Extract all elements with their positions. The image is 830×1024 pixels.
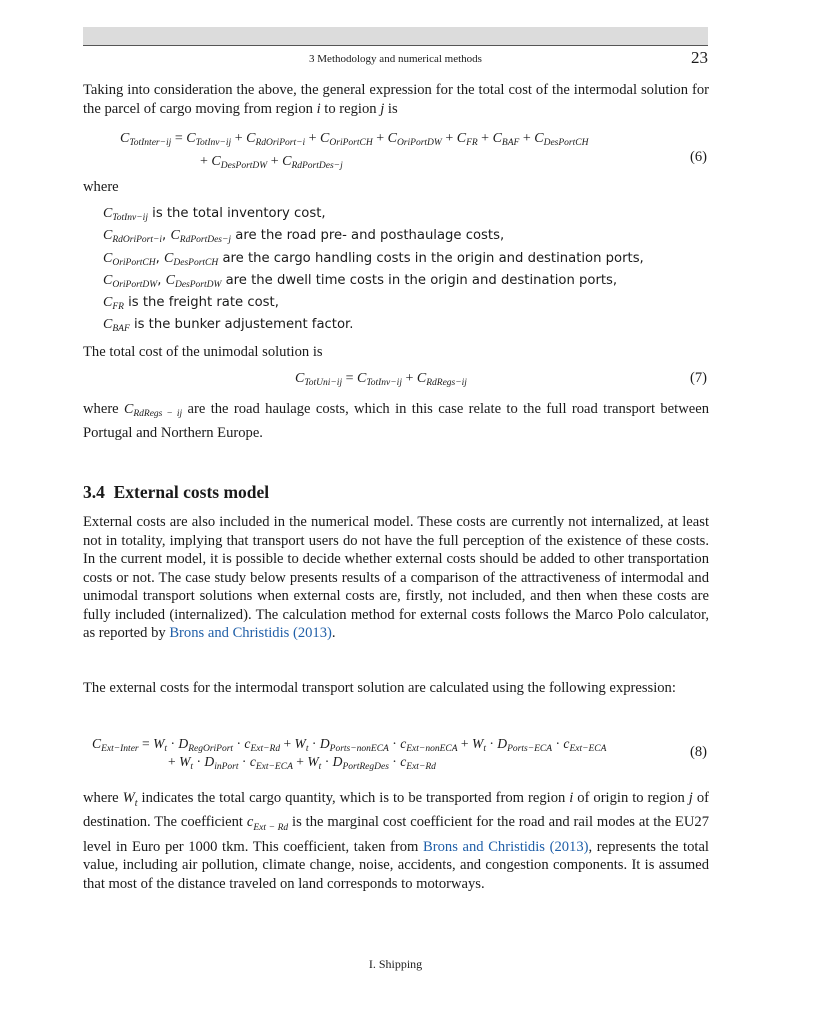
definition-item: $C_{OriPortDW}$, $C_{DesPortDW}$ are the dwell time costs in the origin and destination ports, (103, 272, 618, 290)
citation-link[interactable]: Brons and Christidis (2013) (169, 625, 332, 641)
definition-item: $C_{TotInv-ij}$ is the total inventory cost, (103, 206, 326, 223)
footer: I. Shipping (368, 957, 423, 971)
equation-6-line1: $C_{TotInter-ij} = C_{TotInv-ij} + C_{RdOriPort-i} + C_{OriPortCH} + C_{OriPortDW} + C_{FR} + C_{BAF} + C_{DesPortCH}$ (120, 131, 589, 148)
road-haulage-paragraph: where $C_{RdRegs - ij}$ are the road haulage costs, which in this case relate to the full road transport between Portugal and Northern Europe. (83, 401, 709, 441)
page-number: 23 (691, 48, 708, 67)
definition-item: $C_{BAF}$ is the bunker adjustement factor. (103, 317, 354, 335)
intro-paragraph: Taking into consideration the above, the general expression for the total cost of the intermodal solution for the parcel of cargo moving from region i to region j is (83, 82, 709, 117)
running-head: 3 Methodology and numerical methods (309, 53, 482, 65)
equation-8-line1: $C_{Ext-Inter} = W_t \cdot D_{RegOriPort} \cdot c_{Ext-Rd} + W_t \cdot D_{Ports-nonECA} \cdot c_{Ext-nonECA} + W_t \cdot D_{Ports-ECA} \cdot c_{Ext-ECA}$ (92, 736, 607, 754)
header-band (83, 27, 708, 45)
unimodal-intro: The total cost of the unimodal solution is (83, 344, 323, 360)
final-paragraph: where $W_t$ indicates the total cargo quantity, which is to be transported from region i of origin to region j of destination. The coefficient $c_{Ext - Rd}$ is the marginal cost coefficient for the road and rail modes at the EU27 level in Euro per 1000 tkm. This coefficient, taken from Brons and Christidis (2013), represents the total value, including air pollution, climate change, noise, accidents, and congestion components. It is assumed that most of the distance traveled on land corresponds to motorways. (83, 790, 709, 892)
equation-8-line2: + $W_t \cdot D_{inPort} \cdot c_{Ext-ECA} + W_t \cdot D_{PortRegDes} \cdot c_{Ext-Rd}$ (168, 754, 436, 772)
equation-7: $C_{TotUni-ij} = C_{TotInv-ij} + C_{RdRegs-ij}$ (295, 371, 467, 388)
equation-7-number: (7) (690, 370, 708, 386)
definition-item: $C_{FR}$ is the freight rate cost, (103, 295, 279, 313)
equation-6-number: (6) (690, 149, 708, 165)
expression-intro: The external costs for the intermodal transport solution are calculated using the following expression: (83, 680, 676, 696)
section-heading: 3.4 External costs model (83, 482, 270, 502)
where-label: where (83, 179, 119, 195)
definitions-list (103, 205, 703, 339)
citation-link[interactable]: Brons and Christidis (2013) (423, 838, 589, 855)
header-rule (83, 45, 708, 46)
definition-item: $C_{RdOriPort-i}$, $C_{RdPortDes-j}$ are the road pre- and posthaulage costs, (103, 228, 505, 246)
external-costs-paragraph: External costs are also included in the numerical model. These costs are currently not internalized, at least not in totality, implying that transport users do not have the full perception of the existence of these costs. In the current model, it is possible to decide whether external costs should be added to other transportation costs or not. The case study below presents results of a comparison of the attractiveness of intermodal and unimodal transport solutions when external costs are, firstly, not included, and then when these costs are fully included (internalized). The calculation method for external costs follows the Marco Polo calculator, as reported by Brons and Christidis (2013). (83, 514, 709, 641)
equation-8-number: (8) (690, 744, 708, 760)
equation-6-line2: + $C_{DesPortDW} + C_{RdPortDes-j}$ (200, 154, 343, 171)
definition-item: $C_{OriPortCH}$, $C_{DesPortCH}$ are the cargo handling costs in the origin and destination ports, (103, 250, 644, 268)
